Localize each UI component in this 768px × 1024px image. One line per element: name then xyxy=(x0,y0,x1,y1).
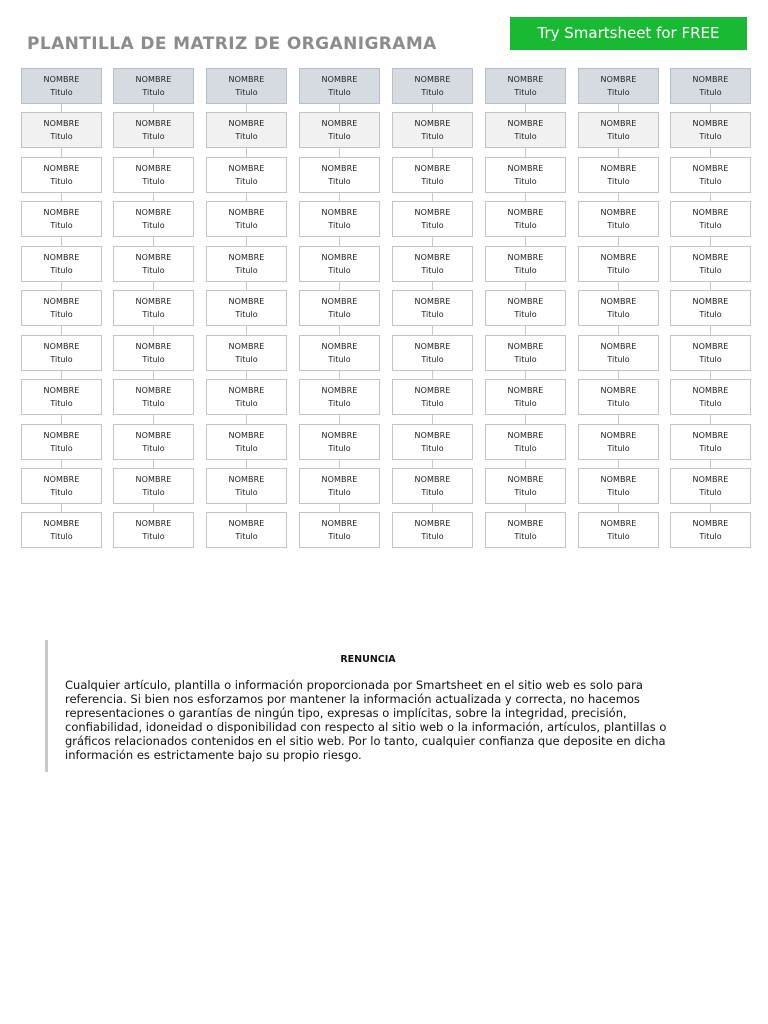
node-title: Titulo xyxy=(514,266,537,275)
node-title: Titulo xyxy=(50,221,73,230)
node-name: NOMBRE xyxy=(414,519,451,528)
node-title: Titulo xyxy=(328,221,351,230)
org-node xyxy=(485,335,566,371)
org-node xyxy=(578,290,659,326)
node-name: NOMBRE xyxy=(414,342,451,351)
org-node xyxy=(485,379,566,415)
org-node xyxy=(21,468,102,504)
node-title: Titulo xyxy=(328,132,351,141)
node-name: NOMBRE xyxy=(228,342,265,351)
org-column-6 xyxy=(485,68,566,548)
node-title: Titulo xyxy=(50,132,73,141)
org-node xyxy=(113,290,194,326)
org-column-7 xyxy=(578,68,659,548)
org-node xyxy=(206,201,287,237)
disclaimer-heading: RENUNCIA xyxy=(340,654,396,665)
node-name: NOMBRE xyxy=(507,431,544,440)
org-node xyxy=(113,68,194,104)
org-node xyxy=(578,424,659,460)
node-name: NOMBRE xyxy=(135,119,172,128)
node-name: NOMBRE xyxy=(414,431,451,440)
org-node xyxy=(485,290,566,326)
node-title: Titulo xyxy=(699,532,722,541)
node-name: NOMBRE xyxy=(600,164,637,173)
node-name: NOMBRE xyxy=(321,431,358,440)
node-name: NOMBRE xyxy=(228,431,265,440)
org-node xyxy=(578,335,659,371)
node-name: NOMBRE xyxy=(135,164,172,173)
org-node xyxy=(392,68,473,104)
node-name: NOMBRE xyxy=(228,164,265,173)
org-node xyxy=(299,290,380,326)
org-node xyxy=(578,246,659,282)
node-name: NOMBRE xyxy=(43,253,80,262)
node-name: NOMBRE xyxy=(228,475,265,484)
node-title: Titulo xyxy=(235,532,258,541)
node-title: Titulo xyxy=(607,310,630,319)
node-title: Titulo xyxy=(699,177,722,186)
node-title: Titulo xyxy=(328,532,351,541)
org-node xyxy=(485,157,566,193)
node-name: NOMBRE xyxy=(414,297,451,306)
node-title: Titulo xyxy=(142,221,165,230)
node-title: Titulo xyxy=(142,310,165,319)
node-title: Titulo xyxy=(607,399,630,408)
node-name: NOMBRE xyxy=(228,297,265,306)
node-name: NOMBRE xyxy=(228,75,265,84)
node-title: Titulo xyxy=(514,355,537,364)
org-node xyxy=(578,112,659,148)
node-title: Titulo xyxy=(142,399,165,408)
node-name: NOMBRE xyxy=(600,475,637,484)
node-name: NOMBRE xyxy=(600,119,637,128)
org-node xyxy=(113,157,194,193)
node-title: Titulo xyxy=(699,355,722,364)
node-name: NOMBRE xyxy=(600,253,637,262)
node-name: NOMBRE xyxy=(507,342,544,351)
org-node xyxy=(485,112,566,148)
org-node xyxy=(299,468,380,504)
node-name: NOMBRE xyxy=(414,75,451,84)
node-name: NOMBRE xyxy=(43,208,80,217)
node-title: Titulo xyxy=(50,444,73,453)
org-node xyxy=(206,468,287,504)
node-name: NOMBRE xyxy=(414,119,451,128)
org-node xyxy=(21,157,102,193)
node-name: NOMBRE xyxy=(414,475,451,484)
org-node xyxy=(392,468,473,504)
org-node xyxy=(392,112,473,148)
node-title: Titulo xyxy=(607,177,630,186)
node-title: Titulo xyxy=(421,177,444,186)
node-name: NOMBRE xyxy=(414,386,451,395)
org-node xyxy=(21,112,102,148)
node-name: NOMBRE xyxy=(135,208,172,217)
org-node xyxy=(670,201,751,237)
org-node xyxy=(113,379,194,415)
org-node xyxy=(578,201,659,237)
org-node xyxy=(113,512,194,548)
node-title: Titulo xyxy=(607,221,630,230)
node-name: NOMBRE xyxy=(507,297,544,306)
node-title: Titulo xyxy=(514,444,537,453)
org-node xyxy=(113,201,194,237)
node-name: NOMBRE xyxy=(507,119,544,128)
node-title: Titulo xyxy=(607,444,630,453)
node-title: Titulo xyxy=(142,88,165,97)
node-title: Titulo xyxy=(235,177,258,186)
node-name: NOMBRE xyxy=(135,253,172,262)
node-title: Titulo xyxy=(421,310,444,319)
org-node xyxy=(206,335,287,371)
node-title: Titulo xyxy=(50,177,73,186)
node-name: NOMBRE xyxy=(43,431,80,440)
org-node xyxy=(113,335,194,371)
node-name: NOMBRE xyxy=(321,164,358,173)
org-column-1 xyxy=(21,68,102,548)
org-node xyxy=(670,246,751,282)
node-title: Titulo xyxy=(421,355,444,364)
node-title: Titulo xyxy=(328,355,351,364)
node-name: NOMBRE xyxy=(43,164,80,173)
node-name: NOMBRE xyxy=(43,297,80,306)
node-title: Titulo xyxy=(328,266,351,275)
node-name: NOMBRE xyxy=(321,475,358,484)
org-column-4 xyxy=(299,68,380,548)
node-title: Titulo xyxy=(235,488,258,497)
org-node xyxy=(670,290,751,326)
node-title: Titulo xyxy=(50,88,73,97)
org-node xyxy=(21,335,102,371)
node-name: NOMBRE xyxy=(692,297,729,306)
org-node xyxy=(299,379,380,415)
org-node xyxy=(392,157,473,193)
node-name: NOMBRE xyxy=(228,519,265,528)
node-title: Titulo xyxy=(699,488,722,497)
node-name: NOMBRE xyxy=(692,75,729,84)
node-title: Titulo xyxy=(50,399,73,408)
node-name: NOMBRE xyxy=(414,164,451,173)
node-name: NOMBRE xyxy=(43,475,80,484)
node-name: NOMBRE xyxy=(507,519,544,528)
org-node xyxy=(21,424,102,460)
node-name: NOMBRE xyxy=(135,75,172,84)
node-title: Titulo xyxy=(421,532,444,541)
org-node xyxy=(299,246,380,282)
node-name: NOMBRE xyxy=(135,431,172,440)
node-name: NOMBRE xyxy=(321,342,358,351)
node-title: Titulo xyxy=(50,266,73,275)
node-title: Titulo xyxy=(235,266,258,275)
org-node xyxy=(113,112,194,148)
org-node xyxy=(670,468,751,504)
node-name: NOMBRE xyxy=(507,208,544,217)
org-node xyxy=(299,424,380,460)
node-title: Titulo xyxy=(142,488,165,497)
node-name: NOMBRE xyxy=(321,119,358,128)
node-name: NOMBRE xyxy=(692,519,729,528)
node-title: Titulo xyxy=(142,132,165,141)
node-name: NOMBRE xyxy=(507,475,544,484)
org-node xyxy=(21,68,102,104)
org-chart-matrix xyxy=(21,68,751,548)
node-title: Titulo xyxy=(421,221,444,230)
node-name: NOMBRE xyxy=(600,431,637,440)
node-title: Titulo xyxy=(421,88,444,97)
org-node xyxy=(206,379,287,415)
org-node xyxy=(578,512,659,548)
node-title: Titulo xyxy=(50,355,73,364)
org-node xyxy=(299,112,380,148)
node-title: Titulo xyxy=(328,399,351,408)
org-node xyxy=(206,157,287,193)
org-node xyxy=(21,290,102,326)
node-title: Titulo xyxy=(235,221,258,230)
node-name: NOMBRE xyxy=(321,253,358,262)
node-name: NOMBRE xyxy=(692,475,729,484)
node-name: NOMBRE xyxy=(43,119,80,128)
org-node xyxy=(299,157,380,193)
node-title: Titulo xyxy=(607,132,630,141)
org-node xyxy=(392,201,473,237)
node-title: Titulo xyxy=(142,444,165,453)
org-node xyxy=(485,68,566,104)
node-name: NOMBRE xyxy=(135,475,172,484)
org-column-2 xyxy=(113,68,194,548)
node-title: Titulo xyxy=(514,132,537,141)
org-node xyxy=(485,512,566,548)
org-node xyxy=(670,512,751,548)
node-title: Titulo xyxy=(607,88,630,97)
node-title: Titulo xyxy=(699,310,722,319)
node-name: NOMBRE xyxy=(135,519,172,528)
node-name: NOMBRE xyxy=(692,253,729,262)
node-name: NOMBRE xyxy=(692,164,729,173)
org-node xyxy=(299,201,380,237)
org-node xyxy=(21,201,102,237)
org-node xyxy=(113,246,194,282)
org-column-5 xyxy=(392,68,473,548)
node-name: NOMBRE xyxy=(135,342,172,351)
org-node xyxy=(206,424,287,460)
org-node xyxy=(113,424,194,460)
node-name: NOMBRE xyxy=(692,342,729,351)
node-title: Titulo xyxy=(328,177,351,186)
disclaimer-body: Cualquier artículo, plantilla o información proporcionada por Smartsheet en el sitio web es solo para referencia. Si bien nos esforzamos por mantener la información actualizada y correcta, no hacemos representaciones o garantías de ningún tipo, expresas o implícitas, sobre la integridad, precisión, confiabilidad, idoneidad o disponibilidad con respecto al sitio web o la información, artículos, plantillas o gráficos relacionados contenidos en el sitio web. Por lo tanto, cualquier confianza que deposite en dicha información es estrictamente bajo su propio riesgo. xyxy=(65,678,667,762)
node-title: Titulo xyxy=(421,444,444,453)
node-name: NOMBRE xyxy=(414,208,451,217)
node-title: Titulo xyxy=(699,88,722,97)
org-node xyxy=(670,68,751,104)
node-title: Titulo xyxy=(699,399,722,408)
node-title: Titulo xyxy=(514,310,537,319)
node-title: Titulo xyxy=(142,266,165,275)
node-title: Titulo xyxy=(235,132,258,141)
org-node xyxy=(670,335,751,371)
org-node xyxy=(21,512,102,548)
node-title: Titulo xyxy=(50,310,73,319)
node-title: Titulo xyxy=(50,532,73,541)
org-node xyxy=(392,246,473,282)
node-name: NOMBRE xyxy=(692,431,729,440)
node-name: NOMBRE xyxy=(321,297,358,306)
org-node xyxy=(206,246,287,282)
org-node xyxy=(206,112,287,148)
org-node xyxy=(392,512,473,548)
node-title: Titulo xyxy=(699,444,722,453)
org-node xyxy=(392,290,473,326)
node-title: Titulo xyxy=(699,266,722,275)
node-title: Titulo xyxy=(328,88,351,97)
org-node xyxy=(578,68,659,104)
node-title: Titulo xyxy=(699,132,722,141)
node-title: Titulo xyxy=(235,310,258,319)
node-name: NOMBRE xyxy=(507,75,544,84)
node-name: NOMBRE xyxy=(600,208,637,217)
node-title: Titulo xyxy=(328,488,351,497)
node-title: Titulo xyxy=(607,266,630,275)
node-title: Titulo xyxy=(514,488,537,497)
org-node xyxy=(670,379,751,415)
node-name: NOMBRE xyxy=(228,253,265,262)
org-node xyxy=(206,512,287,548)
node-name: NOMBRE xyxy=(321,519,358,528)
node-name: NOMBRE xyxy=(228,386,265,395)
org-node xyxy=(299,512,380,548)
node-name: NOMBRE xyxy=(600,75,637,84)
node-name: NOMBRE xyxy=(507,253,544,262)
node-title: Titulo xyxy=(421,399,444,408)
org-node xyxy=(670,424,751,460)
org-node xyxy=(392,379,473,415)
org-node xyxy=(113,468,194,504)
node-title: Titulo xyxy=(607,532,630,541)
node-name: NOMBRE xyxy=(600,519,637,528)
node-name: NOMBRE xyxy=(507,386,544,395)
org-column-3 xyxy=(206,68,287,548)
node-title: Titulo xyxy=(235,399,258,408)
node-title: Titulo xyxy=(235,444,258,453)
page-title: PLANTILLA DE MATRIZ DE ORGANIGRAMA xyxy=(27,34,437,54)
node-title: Titulo xyxy=(514,532,537,541)
org-node xyxy=(299,68,380,104)
node-name: NOMBRE xyxy=(135,386,172,395)
node-title: Titulo xyxy=(421,488,444,497)
node-title: Titulo xyxy=(142,355,165,364)
node-title: Titulo xyxy=(607,488,630,497)
node-name: NOMBRE xyxy=(43,342,80,351)
node-name: NOMBRE xyxy=(414,253,451,262)
org-node xyxy=(206,290,287,326)
node-name: NOMBRE xyxy=(321,75,358,84)
node-title: Titulo xyxy=(514,399,537,408)
org-node xyxy=(485,201,566,237)
org-node xyxy=(578,379,659,415)
node-title: Titulo xyxy=(142,532,165,541)
disclaimer-box xyxy=(45,640,688,772)
org-node xyxy=(670,112,751,148)
org-node xyxy=(670,157,751,193)
node-title: Titulo xyxy=(421,132,444,141)
org-node xyxy=(21,379,102,415)
node-name: NOMBRE xyxy=(321,208,358,217)
node-title: Titulo xyxy=(514,177,537,186)
node-name: NOMBRE xyxy=(600,342,637,351)
org-node xyxy=(392,424,473,460)
org-node xyxy=(578,468,659,504)
node-title: Titulo xyxy=(328,444,351,453)
node-name: NOMBRE xyxy=(692,119,729,128)
node-name: NOMBRE xyxy=(600,386,637,395)
org-column-8 xyxy=(670,68,751,548)
node-name: NOMBRE xyxy=(43,386,80,395)
node-title: Titulo xyxy=(514,221,537,230)
org-node xyxy=(485,424,566,460)
node-title: Titulo xyxy=(142,177,165,186)
node-name: NOMBRE xyxy=(507,164,544,173)
org-node xyxy=(206,68,287,104)
node-name: NOMBRE xyxy=(228,208,265,217)
org-node xyxy=(485,468,566,504)
org-node xyxy=(299,335,380,371)
org-node xyxy=(21,246,102,282)
node-name: NOMBRE xyxy=(692,386,729,395)
org-node xyxy=(485,246,566,282)
try-smartsheet-button[interactable]: Try Smartsheet for FREE xyxy=(510,17,747,50)
node-name: NOMBRE xyxy=(135,297,172,306)
node-title: Titulo xyxy=(235,355,258,364)
node-title: Titulo xyxy=(699,221,722,230)
node-title: Titulo xyxy=(514,88,537,97)
org-node xyxy=(392,335,473,371)
node-name: NOMBRE xyxy=(321,386,358,395)
node-title: Titulo xyxy=(50,488,73,497)
node-name: NOMBRE xyxy=(43,75,80,84)
node-name: NOMBRE xyxy=(228,119,265,128)
node-name: NOMBRE xyxy=(43,519,80,528)
node-title: Titulo xyxy=(328,310,351,319)
node-name: NOMBRE xyxy=(600,297,637,306)
node-name: NOMBRE xyxy=(692,208,729,217)
node-title: Titulo xyxy=(421,266,444,275)
org-node xyxy=(578,157,659,193)
node-title: Titulo xyxy=(607,355,630,364)
node-title: Titulo xyxy=(235,88,258,97)
